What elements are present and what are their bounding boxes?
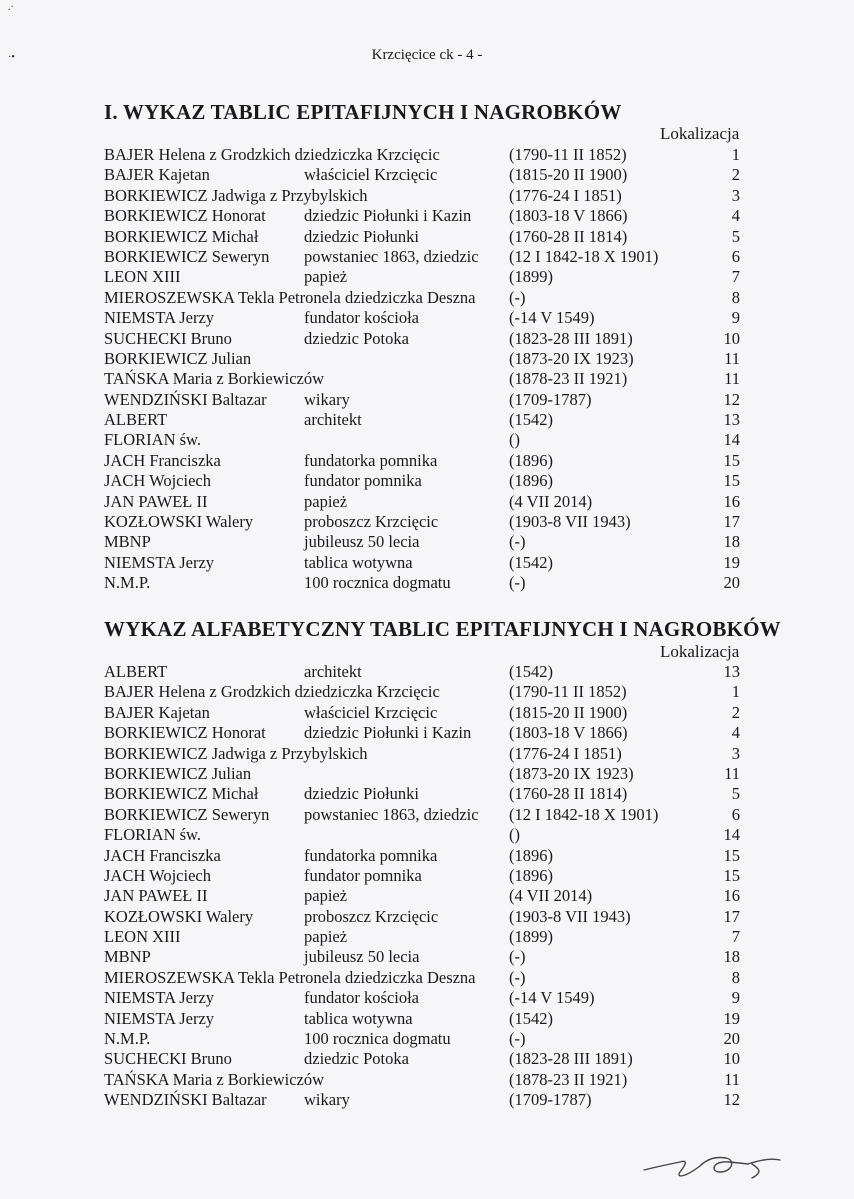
list-row — [104, 846, 744, 866]
entry-name: BORKIEWICZ Honorat — [104, 206, 266, 226]
entry-dates: (1709-1787) — [509, 389, 592, 409]
entry-dates: (1760-28 II 1814) — [509, 784, 628, 804]
entry-name: JACH Wojciech — [104, 865, 211, 885]
entry-location: 11 — [724, 348, 740, 368]
entry-name: MIEROSZEWSKA Tekla Petronela dziedziczka Deszna — [104, 967, 476, 987]
entry-name: SUCHECKI Bruno — [104, 328, 232, 348]
entry-role: 100 rocznica dogmatu — [304, 1029, 451, 1049]
entry-dates: (1542) — [509, 410, 553, 430]
entry-role: tablica wotywna — [304, 1008, 413, 1028]
list-row — [104, 805, 744, 825]
list-row — [104, 723, 744, 743]
alphabetical-epitaph-list — [104, 662, 744, 1111]
entry-name: BORKIEWICZ Julian — [104, 763, 252, 783]
entry-location: 9 — [731, 988, 740, 1008]
list-row — [104, 471, 744, 491]
entry-role: fundator kościoła — [304, 308, 420, 328]
entry-dates: (1790-11 II 1852) — [509, 145, 627, 164]
entry-role: powstaniec 1863, dziedzic — [304, 804, 479, 824]
entry-name: NIEMSTA Jerzy — [104, 988, 215, 1008]
entry-dates: (1903-8 VII 1943) — [509, 906, 631, 926]
list-row — [104, 1009, 744, 1029]
entry-role: dziedzic Piołunki i Kazin — [304, 723, 472, 743]
entry-role: fundator pomnika — [304, 865, 422, 885]
entry-role: papież — [304, 886, 348, 906]
entry-dates: (1896) — [509, 865, 553, 885]
entry-name: NIEMSTA Jerzy — [104, 308, 215, 328]
entry-dates: (1803-18 V 1866) — [509, 206, 628, 226]
entry-dates: (1542) — [509, 1008, 553, 1028]
entry-name: BAJER Kajetan — [104, 165, 210, 185]
entry-dates: (-) — [509, 947, 526, 967]
entry-name: TAŃSKA Maria z Borkiewiczów — [104, 1069, 325, 1089]
entry-location: 15 — [723, 865, 740, 885]
entry-name: BORKIEWICZ Jadwiga z Przybylskich — [104, 185, 368, 205]
entry-location: 2 — [731, 702, 740, 722]
entry-name: MBNP — [104, 532, 151, 552]
entry-location: 19 — [723, 1008, 740, 1028]
entry-name: JACH Franciszka — [104, 450, 221, 470]
scan-speck: .· — [8, 2, 14, 13]
entry-location: 6 — [731, 246, 740, 266]
entry-name: BORKIEWICZ Jadwiga z Przybylskich — [104, 743, 368, 763]
entry-location: 17 — [723, 512, 740, 532]
entry-role: dziedzic Piołunki — [304, 226, 420, 246]
list-row — [104, 825, 744, 845]
list-row — [104, 430, 744, 450]
entry-dates: (1776-24 I 1851) — [509, 185, 622, 205]
entry-name: BORKIEWICZ Michał — [104, 784, 259, 804]
entry-role: wikary — [304, 1090, 350, 1110]
entry-name: MBNP — [104, 947, 151, 967]
entry-name: BAJER Helena z Grodzkich dziedziczka Krzcięcic — [104, 145, 440, 164]
entry-name: WENDZIŃSKI Baltazar — [104, 1090, 267, 1110]
entry-location: 10 — [723, 328, 740, 348]
entry-name: FLORIAN św. — [104, 430, 202, 450]
list-row — [104, 927, 744, 947]
list-row — [104, 744, 744, 764]
entry-location: 20 — [723, 573, 740, 593]
entry-location: 8 — [731, 287, 740, 307]
entry-role: powstaniec 1863, dziedzic — [304, 246, 479, 266]
list-row — [104, 492, 744, 512]
entry-role: wikary — [304, 389, 350, 409]
entry-name: N.M.P. — [104, 573, 151, 593]
entry-location: 15 — [723, 845, 740, 865]
entry-dates: (4 VII 2014) — [509, 886, 593, 906]
list-row — [104, 866, 744, 886]
entry-location: 4 — [731, 206, 740, 226]
entry-dates: (1803-18 V 1866) — [509, 723, 628, 743]
entry-name: BORKIEWICZ Honorat — [104, 723, 266, 743]
list-row — [104, 410, 744, 430]
entry-dates: (1815-20 II 1900) — [509, 702, 628, 722]
list-row — [104, 1049, 744, 1069]
entry-name: FLORIAN św. — [104, 825, 202, 845]
entry-location: 13 — [723, 410, 740, 430]
entry-name: BAJER Kajetan — [104, 702, 210, 722]
entry-location: 7 — [731, 267, 740, 287]
entry-dates: () — [509, 825, 520, 845]
entry-dates: (1873-20 IX 1923) — [509, 348, 634, 368]
list-row — [104, 206, 744, 226]
entry-location: 5 — [731, 784, 740, 804]
entry-name: NIEMSTA Jerzy — [104, 1008, 215, 1028]
entry-dates: (1896) — [509, 845, 553, 865]
entry-role: właściciel Krzcięcic — [304, 165, 438, 185]
entry-location: 14 — [723, 825, 740, 845]
entry-dates: () — [509, 430, 520, 450]
entry-location: 19 — [723, 552, 740, 572]
entry-location: 17 — [723, 906, 740, 926]
entry-role: jubileusz 50 lecia — [304, 947, 420, 967]
list-row — [104, 165, 744, 185]
entry-dates: (1896) — [509, 450, 553, 470]
entry-location: 9 — [731, 308, 740, 328]
entry-location: 11 — [724, 1069, 740, 1089]
entry-name: LEON XIII — [104, 267, 181, 287]
entry-dates: (-) — [509, 287, 526, 307]
entry-dates: (12 I 1842-18 X 1901) — [509, 246, 659, 266]
section-title: WYKAZ ALFABETYCZNY TABLIC EPITAFIJNYCH I NAGROBKÓW — [104, 617, 781, 641]
entry-location: 5 — [731, 226, 740, 246]
entry-location: 18 — [723, 947, 740, 967]
entry-name: ALBERT — [104, 410, 168, 430]
entry-role: dziedzic Piołunki i Kazin — [304, 206, 472, 226]
location-column-header: Lokalizacja — [660, 642, 740, 661]
entry-dates: (1823-28 III 1891) — [509, 1049, 633, 1069]
entry-dates: (1760-28 II 1814) — [509, 226, 628, 246]
list-row — [104, 573, 744, 593]
entry-role: fundator kościoła — [304, 988, 420, 1008]
entry-role: architekt — [304, 662, 362, 681]
entry-location: 2 — [731, 165, 740, 185]
entry-dates: (1873-20 IX 1923) — [509, 763, 634, 783]
entry-dates: (1903-8 VII 1943) — [509, 512, 631, 532]
entry-location: 12 — [723, 1090, 740, 1110]
list-row — [104, 764, 744, 784]
entry-location: 10 — [723, 1049, 740, 1069]
entry-role: architekt — [304, 410, 362, 430]
epitaph-list — [104, 145, 744, 594]
list-row — [104, 145, 744, 165]
entry-name: TAŃSKA Maria z Borkiewiczów — [104, 369, 325, 389]
list-row — [104, 968, 744, 988]
entry-location: 15 — [723, 471, 740, 491]
list-row — [104, 553, 744, 573]
entry-dates: (1709-1787) — [509, 1090, 592, 1110]
entry-location: 1 — [731, 145, 740, 164]
entry-role: proboszcz Krzcięcic — [304, 906, 439, 926]
list-row — [104, 390, 744, 410]
entry-name: KOZŁOWSKI Walery — [104, 906, 254, 926]
list-row — [104, 703, 744, 723]
entry-dates: (1878-23 II 1921) — [509, 1069, 628, 1089]
entry-dates: (1815-20 II 1900) — [509, 165, 628, 185]
list-row — [104, 227, 744, 247]
entry-role: dziedzic Piołunki — [304, 784, 420, 804]
list-row — [104, 288, 744, 308]
entry-location: 14 — [723, 430, 740, 450]
entry-dates: (1899) — [509, 927, 553, 947]
list-row — [104, 532, 744, 552]
entry-role: fundatorka pomnika — [304, 845, 438, 865]
entry-dates: (-) — [509, 573, 526, 593]
entry-location: 4 — [731, 723, 740, 743]
entry-dates: (-) — [509, 532, 526, 552]
entry-name: SUCHECKI Bruno — [104, 1049, 232, 1069]
entry-role: jubileusz 50 lecia — [304, 532, 420, 552]
entry-dates: (1896) — [509, 471, 553, 491]
list-row — [104, 369, 744, 389]
list-row — [104, 186, 744, 206]
entry-name: LEON XIII — [104, 927, 181, 947]
list-row — [104, 451, 744, 471]
entry-location: 18 — [723, 532, 740, 552]
list-row — [104, 662, 744, 682]
list-row — [104, 512, 744, 532]
entry-dates: (12 I 1842-18 X 1901) — [509, 804, 659, 824]
entry-location: 7 — [731, 927, 740, 947]
entry-role: 100 rocznica dogmatu — [304, 573, 451, 593]
entry-dates: (1790-11 II 1852) — [509, 682, 627, 702]
entry-name: JACH Franciszka — [104, 845, 221, 865]
entry-location: 15 — [723, 450, 740, 470]
entry-dates: (-) — [509, 1029, 526, 1049]
entry-dates: (1899) — [509, 267, 553, 287]
entry-dates: (1878-23 II 1921) — [509, 369, 628, 389]
list-row — [104, 784, 744, 804]
entry-location: 16 — [723, 491, 740, 511]
entry-name: JAN PAWEŁ II — [104, 886, 208, 906]
entry-name: BAJER Helena z Grodzkich dziedziczka Krzcięcic — [104, 682, 440, 702]
list-row — [104, 907, 744, 927]
list-row — [104, 682, 744, 702]
list-row — [104, 329, 744, 349]
entry-name: N.M.P. — [104, 1029, 151, 1049]
entry-role: proboszcz Krzcięcic — [304, 512, 439, 532]
list-row — [104, 267, 744, 287]
entry-location: 12 — [723, 389, 740, 409]
entry-dates: (-14 V 1549) — [509, 988, 595, 1008]
list-row — [104, 886, 744, 906]
entry-role: fundatorka pomnika — [304, 450, 438, 470]
entry-role: dziedzic Potoka — [304, 1049, 409, 1069]
page-header: Krzcięcice ck - 4 - — [371, 47, 483, 63]
scan-speck: ·• — [8, 52, 15, 63]
entry-location: 6 — [731, 804, 740, 824]
entry-role: papież — [304, 491, 348, 511]
entry-location: 3 — [731, 185, 740, 205]
location-column-header: Lokalizacja — [660, 124, 740, 143]
entry-role: tablica wotywna — [304, 552, 413, 572]
entry-role: dziedzic Potoka — [304, 328, 409, 348]
entry-name: BORKIEWICZ Seweryn — [104, 246, 270, 266]
entry-name: KOZŁOWSKI Walery — [104, 512, 254, 532]
list-row — [104, 1029, 744, 1049]
entry-location: 20 — [723, 1029, 740, 1049]
entry-name: ALBERT — [104, 662, 168, 681]
list-row — [104, 308, 744, 328]
section-title: I. WYKAZ TABLIC EPITAFIJNYCH I NAGROBKÓW — [104, 100, 622, 124]
entry-role: papież — [304, 927, 348, 947]
entry-dates: (1542) — [509, 662, 553, 681]
entry-dates: (4 VII 2014) — [509, 491, 593, 511]
entry-location: 1 — [731, 682, 740, 702]
entry-name: JACH Wojciech — [104, 471, 211, 491]
list-row — [104, 1070, 744, 1090]
entry-name: BORKIEWICZ Seweryn — [104, 804, 270, 824]
list-row — [104, 988, 744, 1008]
entry-dates: (1823-28 III 1891) — [509, 328, 633, 348]
entry-role: właściciel Krzcięcic — [304, 702, 438, 722]
entry-location: 11 — [724, 763, 740, 783]
entry-dates: (1776-24 I 1851) — [509, 743, 622, 763]
entry-name: WENDZIŃSKI Baltazar — [104, 389, 267, 409]
entry-role: papież — [304, 267, 348, 287]
entry-name: NIEMSTA Jerzy — [104, 552, 215, 572]
entry-dates: (1542) — [509, 552, 553, 572]
entry-location: 16 — [723, 886, 740, 906]
entry-name: BORKIEWICZ Michał — [104, 226, 259, 246]
entry-location: 8 — [731, 967, 740, 987]
entry-dates: (-) — [509, 967, 526, 987]
list-row — [104, 247, 744, 267]
entry-location: 3 — [731, 743, 740, 763]
entry-name: MIEROSZEWSKA Tekla Petronela dziedziczka Deszna — [104, 287, 476, 307]
entry-name: BORKIEWICZ Julian — [104, 348, 252, 368]
entry-dates: (-14 V 1549) — [509, 308, 595, 328]
list-row — [104, 349, 744, 369]
list-row — [104, 947, 744, 967]
entry-role: fundator pomnika — [304, 471, 422, 491]
entry-location: 11 — [724, 369, 740, 389]
entry-location: 13 — [723, 662, 740, 681]
entry-name: JAN PAWEŁ II — [104, 491, 208, 511]
list-row — [104, 1090, 744, 1110]
handwritten-signature — [640, 1148, 790, 1188]
